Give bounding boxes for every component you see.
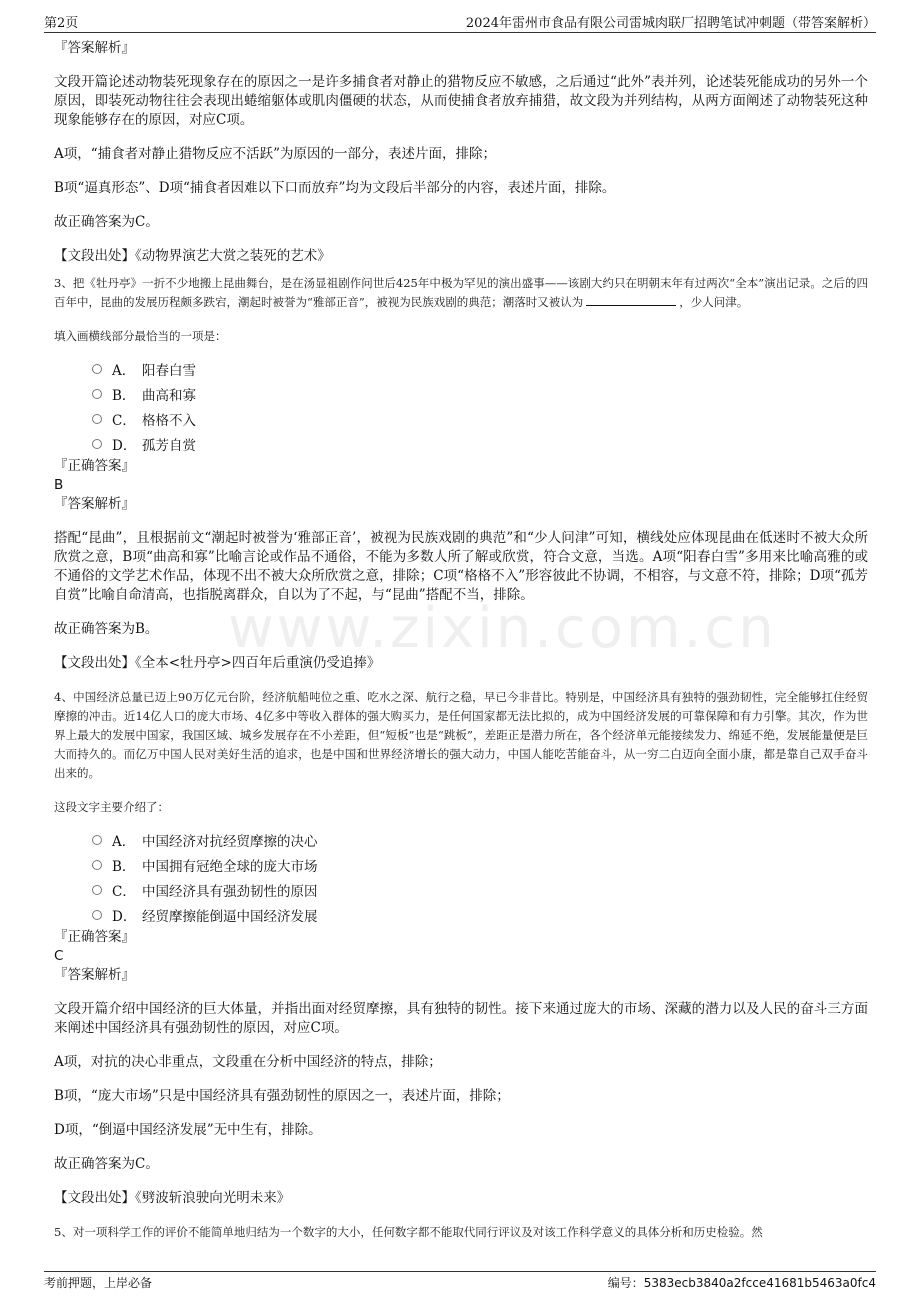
q3-stem-text: 3、把《牡丹亭》一折不少地搬上昆曲舞台，是在汤显祖剧作问世后425年中极为罕见的演出盛事——该剧大约只在明朝末年有过两次“全本”演出记录。之后的四百年中，昆曲的发展历程颇多跌宕，潮起时被誉为“雅部正音”，被视为民族戏剧的典范；潮落时又被认为 xyxy=(54,276,868,309)
q4-source: 【文段出处】《劈波斩浪驶向光明未来》 xyxy=(54,1190,291,1206)
q3-options xyxy=(92,356,868,456)
q4-option-d[interactable]: D． 经贸摩擦能倒逼中国经济发展 xyxy=(92,902,868,927)
fill-blank xyxy=(586,293,676,306)
q4-conclusion: 故正确答案为C。 xyxy=(54,1156,159,1172)
q3-prompt: 填入画横线部分最恰当的一项是： xyxy=(54,329,227,343)
q4-correct-label: 『正确答案』 xyxy=(54,929,135,945)
q2-conclusion: 故正确答案为C。 xyxy=(54,214,159,230)
radio-icon[interactable] xyxy=(92,439,102,449)
page-content xyxy=(54,38,868,1242)
document-title: 2024年雷州市食品有限公司雷城肉联厂招聘笔试冲刺题（带答案解析） xyxy=(465,16,876,31)
radio-icon[interactable] xyxy=(92,364,102,374)
footer-slogan: 考前押题，上岸必备 xyxy=(44,1276,153,1290)
q3-option-a[interactable]: A． 阳春白雪 xyxy=(92,356,868,381)
q4-option-d-note: D项，“倒逼中国经济发展”无中生有，排除。 xyxy=(54,1122,322,1138)
q2-analysis-label: 『答案解析』 xyxy=(54,40,135,56)
radio-icon[interactable] xyxy=(92,389,102,399)
radio-icon[interactable] xyxy=(92,835,102,845)
q4-option-b-note: B项，“庞大市场”只是中国经济具有强劲韧性的原因之一，表述片面，排除； xyxy=(54,1088,510,1104)
q4-stem: 4、中国经济总量已迈上90万亿元台阶，经济航船吨位之重、吃水之深、航行之稳，早已今非昔比。特别是，中国经济具有独特的强劲韧性，完全能够扛住经贸摩擦的冲击。近14亿人口的庞大市场、4亿多中等收入群体的强大购买力，是任何国家都无法比拟的，成为中国经济发展的可靠保障和有力引擎。其次，作为世界上最大的发展中国家，我国区域、城乡发展存在不小差距，但“短板”也是“跳板”，差距正是潜力所在，各个经济单元能接续发力、绵延不绝，发展能量便是巨大而持久的。而亿万中国人民对美好生活的追求，也是中国和世界经济增长的强大动力，中国人能吃苦能奋斗，从一穷二白迈向全面小康，都是靠自己双手奋斗出来的。 xyxy=(54,690,868,780)
q4-analysis: 文段开篇介绍中国经济的巨大体量，并指出面对经贸摩擦，具有独特的韧性。接下来通过庞大的市场、深藏的潜力以及人民的奋斗三方面来阐述中国经济具有强劲韧性的原因，对应C项。 xyxy=(54,1001,868,1036)
radio-icon[interactable] xyxy=(92,414,102,424)
q2-analysis: 文段开篇论述动物装死现象存在的原因之一是许多捕食者对静止的猎物反应不敏感，之后通过“此外”表并列，论述装死能成功的另外一个原因，即装死动物往往会表现出蜷缩躯体或肌肉僵硬的状态，从而使捕食者放弃捕猎，故文段为并列结构，从两方面阐述了动物装死这种现象能够存在的原因，对应C项。 xyxy=(54,74,868,128)
q3-analysis: 搭配“昆曲”，且根据前文“潮起时被誉为‘雅部正音’，被视为民族戏剧的典范”和“少人问津”可知，横线处应体现昆曲在低迷时不被大众所欣赏之意，B项“曲高和寡”比喻言论或作品不通俗，不能为多数人所了解或欣赏，符合文意，当选。A项“阳春白雪”多用来比喻高雅的或不通俗的文学艺术作品，体现不出不被大众所欣赏之意，排除；C项“格格不入”形容彼此不协调，不相容，与文意不符，排除；D项“孤芳自赏”比喻自命清高，也指脱离群众，自以为了不起，与“昆曲”搭配不当，排除。 xyxy=(54,530,868,603)
q4-option-b[interactable]: B． 中国拥有冠绝全球的庞大市场 xyxy=(92,852,868,877)
q4-correct-answer: C xyxy=(54,948,64,964)
radio-icon[interactable] xyxy=(92,910,102,920)
q3-option-c[interactable]: C． 格格不入 xyxy=(92,406,868,431)
radio-icon[interactable] xyxy=(92,885,102,895)
q2-option-bd-note: B项“逼真形态”、D项“捕食者因难以下口而放弃”均为文段后半部分的内容，表述片面，排除。 xyxy=(54,180,616,196)
q3-conclusion: 故正确答案为B。 xyxy=(54,621,159,637)
page-header xyxy=(44,10,876,33)
page-number: 第2页 xyxy=(44,16,79,31)
q4-analysis-label: 『答案解析』 xyxy=(54,967,135,983)
q2-source: 【文段出处】《动物界演艺大赏之装死的艺术》 xyxy=(54,248,331,264)
q4-options xyxy=(92,827,868,927)
q4-prompt: 这段文字主要介绍了： xyxy=(54,800,169,814)
radio-icon[interactable] xyxy=(92,860,102,870)
q3-analysis-label: 『答案解析』 xyxy=(54,496,135,512)
q3-stem-end: ，少人问津。 xyxy=(679,295,749,309)
q3-stem xyxy=(54,274,868,312)
q4-option-a[interactable]: A． 中国经济对抗经贸摩擦的决心 xyxy=(92,827,868,852)
q4-option-a-note: A项，对抗的决心非重点，文段重在分析中国经济的特点，排除； xyxy=(54,1054,442,1070)
document-id: 编号：5383ecb3840a2fcce41681b5463a0fc4 xyxy=(607,1276,876,1290)
q3-source: 【文段出处】《全本<牡丹亭>四百年后重演仍受追捧》 xyxy=(54,655,381,671)
q2-option-a-note: A项，“捕食者对静止猎物反应不活跃”为原因的一部分，表述片面，排除； xyxy=(54,146,497,162)
page-footer xyxy=(44,1271,876,1290)
q3-correct-answer: B xyxy=(54,477,64,493)
q3-correct-label: 『正确答案』 xyxy=(54,458,135,474)
q4-option-c[interactable]: C． 中国经济具有强劲韧性的原因 xyxy=(92,877,868,902)
q3-option-b[interactable]: B． 曲高和寡 xyxy=(92,381,868,406)
q5-stem: 5、对一项科学工作的评价不能简单地归结为一个数字的大小，任何数字都不能取代同行评议及对该工作科学意义的具体分析和历史检验。然 xyxy=(54,1225,763,1239)
watermark: www.zixin.com.cn xyxy=(228,596,777,661)
q3-option-d[interactable]: D． 孤芳自赏 xyxy=(92,431,868,456)
